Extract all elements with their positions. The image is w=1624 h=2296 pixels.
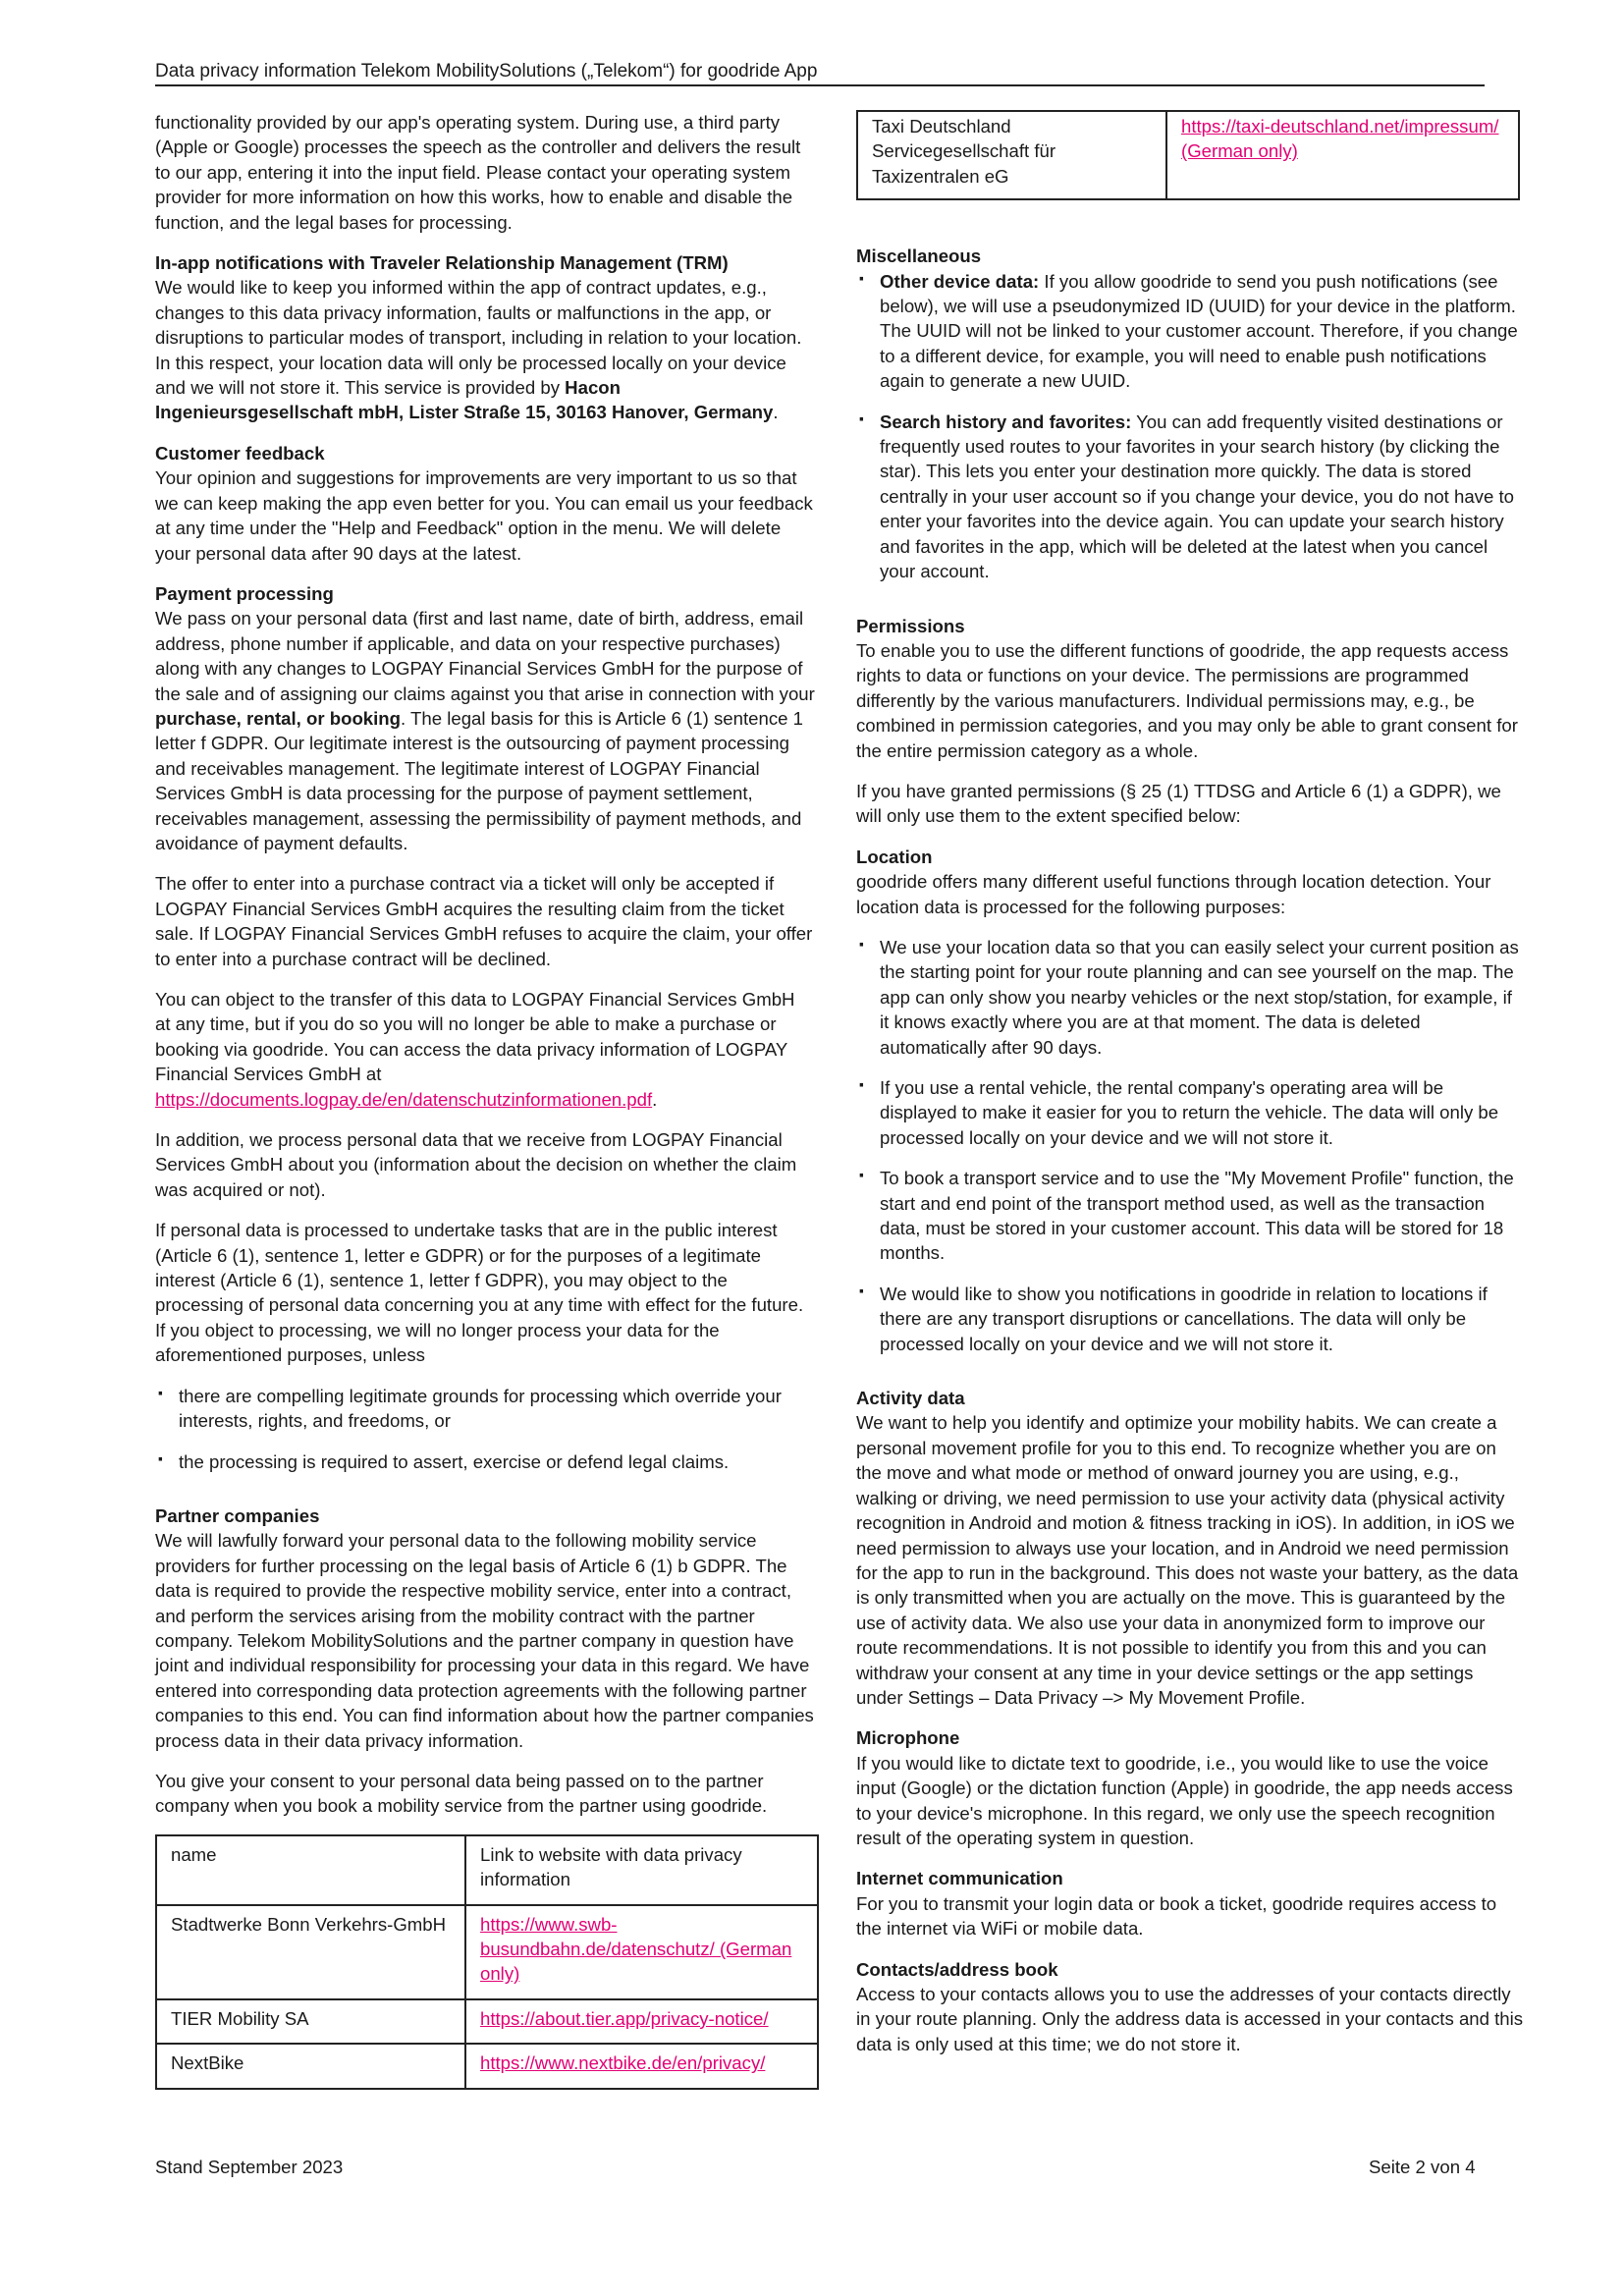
misc-list: [856, 269, 1524, 584]
partner-name: NextBike: [156, 2044, 465, 2088]
partner-name: TIER Mobility SA: [156, 1999, 465, 2044]
payment-p3: You can object to the transfer of this data to LOGPAY Financial Services GmbH at any time, but if you do so you will no longer be able to make a purchase or booking via goodride. You can access the data privacy information of LOGPAY Financial Services GmbH at https://documents.logpay.de/en/datenschutzinformationen.pdf.: [155, 989, 795, 1110]
list-item: · To book a transport service and to use the "My Movement Profile" function, the start and end point of the transport method used, as well as the transaction data, must be stored in your customer account. This data will be stored for 18 months.: [856, 1166, 1524, 1266]
right-column: [856, 110, 1524, 2072]
payment-p5: If personal data is processed to undertake tasks that are in the public interest (Article 6 (1), sentence 1, letter e GDPR) or for the purposes of a legitimate interest (Article 6 (1), sentence 1, letter f GDPR), you may object to the processing of personal data concerning you at any time with effect for the future. If you object to processing, we will no longer process your data for the aforementioned purposes, unless: [155, 1220, 804, 1366]
trm-section: [155, 250, 815, 425]
contacts-section: [856, 1957, 1524, 2057]
header-divider: [155, 84, 1485, 86]
permissions-p2: If you have granted permissions (§ 25 (1) TTDSG and Article 6 (1) a GDPR), we will only use them to the extent specified below:: [856, 780, 1501, 827]
microphone-heading: Microphone: [856, 1727, 960, 1749]
activity-heading: Activity data: [856, 1388, 965, 1409]
partners-table-continued: [856, 110, 1520, 200]
misc-section: [856, 244, 1524, 583]
microphone-text: If you would like to dictate text to goodride, i.e., you would like to use the voice input (Google) or the dictation function (Apple) in goodride, the app needs access to your device's microphone. In this regard, we only use the speech recognition result of the operating system in question.: [856, 1752, 1513, 1848]
logpay-privacy-link[interactable]: https://documents.logpay.de/en/datenschutzinformationen.pdf: [155, 1088, 653, 1110]
partner-link[interactable]: https://www.nextbike.de/en/privacy/: [480, 2052, 766, 2074]
contacts-heading: Contacts/address book: [856, 1958, 1058, 1980]
partner-link[interactable]: https://taxi-deutschland.net/impressum/ (German only): [1181, 116, 1499, 162]
misc-heading: Miscellaneous: [856, 246, 982, 267]
contacts-text: Access to your contacts allows you to use the addresses of your contacts directly in your route planning. Only the address data is accessed in your contacts and this data is only used at this time; we do not store it.: [856, 1984, 1524, 2054]
location-section: [856, 845, 1524, 1356]
feedback-section: [155, 441, 815, 566]
left-column: [155, 110, 815, 2105]
microphone-section: [856, 1725, 1524, 1850]
page-header: Data privacy information Telekom MobilitySolutions („Telekom“) for goodride App: [155, 61, 818, 82]
partner-link-cell: [465, 2044, 818, 2088]
list-item: · If you use a rental vehicle, the rental company's operating area will be displayed to make it easier for you to return the vehicle. The data will only be processed locally on your device and we will not store it.: [856, 1075, 1524, 1150]
permissions-p1: To enable you to use the different functions of goodride, the app requests access rights to data or functions on your device. The permissions are programmed differently by the various manufacturers. Individual permissions may, e.g., be combined in permission categories, and you may only be able to grant consent for the entire permission category as a whole.: [856, 639, 1518, 761]
footer-page-number: Seite 2 von 4: [1369, 2157, 1476, 2177]
feedback-text: Your opinion and suggestions for improvements are very important to us so that we can keep making the app even better for you. You can email us your feedback at any time under the "Help and Feedback" option in the menu. We will delete your personal data after 90 days at the latest.: [155, 467, 813, 564]
list-item: · Search history and favorites: You can add frequently visited destinations or frequently used routes to your favorites in your search history (by clicking the star). This lets you enter your destination more quickly. The data is stored centrally in your user account so if you change your device, you do not have to enter your favorites into the device again. You can update your search history and favorites in the app, which will be deleted at the latest when you cancel your account.: [856, 410, 1524, 584]
feedback-heading: Customer feedback: [155, 442, 325, 464]
list-item: · We use your location data so that you can easily select your current position as the starting point for your route planning and can see yourself on the map. The app can only show you nearby vehicles or the next stop/station, for example, if it knows exactly where you are at that moment. The data is deleted automatically after 90 days.: [856, 935, 1524, 1060]
permissions-section: [856, 614, 1524, 829]
table-header-name: name: [156, 1835, 465, 1905]
activity-text: We want to help you identify and optimize your mobility habits. We can create a personal movement profile for you to this end. To recognize whether you are on the move and what mode or method of onward journey you are using, e.g., walking or driving, we need permission to use your activity data (physical activity recognition in Android and motion & fitness tracking in iOS). In addition, in iOS we need permission to always use your location, and in Android we need permission for the app to run in the background. This does not waste your battery, as the data is only transmitted when you are actually on the move. This is guaranteed by the use of activity data. We also use your data in anonymized form to improve our route recommendations. It is not possible to identify you from this and you can withdraw your consent at any time in your device settings or the app settings under Settings – Data Privacy –> My Movement Profile.: [856, 1412, 1519, 1708]
internet-section: [856, 1866, 1524, 1941]
table-row: [156, 1999, 818, 2044]
table-row: [857, 111, 1519, 199]
intro-paragraph: functionality provided by our app's operating system. During use, a third party (Apple or Google) processes the speech as the controller and delivers the result to our app, entering it into the input field. Please contact your operating system provider for more information on how this works, how to enable and disable the function, and the legal bases for processing.: [155, 112, 801, 233]
partner-link[interactable]: https://about.tier.app/privacy-notice/: [480, 2007, 769, 2029]
activity-section: [856, 1386, 1524, 1710]
payment-p2: The offer to enter into a purchase contract via a ticket will only be accepted if LOGPAY Financial Services GmbH acquires the resulting claim from the ticket sale. If LOGPAY Financial Services GmbH refuses to acquire the claim, your offer to enter into a purchase contract will be declined.: [155, 873, 813, 969]
partners-p1: We will lawfully forward your personal data to the following mobility service providers for further processing on the legal basis of Article 6 (1) b GDPR. The data is required to provide the respective mobility service, enter into a contract, and perform the services arising from the mobility contract with the partner company. Telekom MobilitySolutions and the partner company in question have joint and individual responsibility for processing your data in this regard. We have entered into corresponding data protection agreements with the following partner companies to this end. You can find information about how the partner companies process data in their data privacy information.: [155, 1530, 814, 1751]
partners-heading: Partner companies: [155, 1504, 320, 1526]
location-text: goodride offers many different useful functions through location detection. Your location data is processed for the following purposes:: [856, 871, 1491, 917]
list-item: · the processing is required to assert, exercise or defend legal claims.: [155, 1449, 815, 1474]
list-item: · We would like to show you notifications in goodride in relation to locations if there are any transport disruptions or cancellations. The data will only be processed locally on your device and we will not store it.: [856, 1282, 1524, 1356]
table-row: [156, 1905, 818, 1999]
partners-section: [155, 1503, 815, 2090]
partner-link-cell: [465, 1999, 818, 2044]
table-header-link: Link to website with data privacy information: [465, 1835, 818, 1905]
list-item: · Other device data: If you allow goodride to send you push notifications (see below), we will use a pseudonymized ID (UUID) for your device in the platform. The UUID will not be linked to your customer account. Therefore, if you change to a different device, for example, you will need to enable push notifications again to generate a new UUID.: [856, 269, 1524, 394]
partner-link-cell: [1166, 111, 1519, 199]
payment-p4: In addition, we process personal data that we receive from LOGPAY Financial Services GmbH about you (information about the decision on whether the claim was acquired or not).: [155, 1129, 797, 1200]
trm-text: We would like to keep you informed within the app of contract updates, e.g., changes to this data privacy information, faults or malfunctions in the app, or disruptions to particular modes of transport, including in relation to your location. In this respect, your location data will only be processed locally on your device and we will not store it. This service is provided by Hacon Ingenieursgesellschaft mbH, Lister Straße 15, 30163 Hanover, Germany.: [155, 277, 802, 423]
partner-link-cell: [465, 1905, 818, 1999]
payment-heading: Payment processing: [155, 582, 334, 604]
footer-date: Stand September 2023: [155, 2157, 344, 2177]
table-row: [156, 2044, 818, 2088]
list-item: · there are compelling legitimate grounds for processing which override your interests, rights, and freedoms, or: [155, 1384, 815, 1434]
partner-name: Taxi Deutschland Servicegesellschaft für Taxizentralen eG: [857, 111, 1166, 199]
partner-name: Stadtwerke Bonn Verkehrs-GmbH: [156, 1905, 465, 1999]
payment-section: [155, 581, 815, 1474]
partners-table: [155, 1834, 819, 2090]
objection-list: [155, 1384, 815, 1474]
permissions-heading: Permissions: [856, 615, 965, 636]
location-heading: Location: [856, 846, 933, 867]
partner-link[interactable]: https://www.swb-busundbahn.de/datenschutz/ (German only): [480, 1913, 792, 1985]
internet-text: For you to transmit your login data or book a ticket, goodride requires access to the internet via WiFi or mobile data.: [856, 1892, 1497, 1940]
partners-p2: You give your consent to your personal data being passed on to the partner company when you book a mobility service from the partner using goodride.: [155, 1770, 768, 1817]
trm-heading: In-app notifications with Traveler Relationship Management (TRM): [155, 252, 729, 274]
payment-p1: We pass on your personal data (first and last name, date of birth, address, email address, phone number if applicable, and data on your respective purchases) along with any changes to LOGPAY Financial Services GmbH for the purpose of the sale and of assigning our claims against you that arise in connection with your purchase, rental, or booking. The legal basis for this is Article 6 (1) sentence 1 letter f GDPR. Our legitimate interest is the outsourcing of payment processing and receivables management. The legitimate interest of LOGPAY Financial Services GmbH is data processing for the purpose of payment settlement, receivables management, assessing the permissibility of payment methods, and avoidance of payment defaults.: [155, 608, 815, 853]
table-header-row: [156, 1835, 818, 1905]
location-list: [856, 935, 1524, 1356]
internet-heading: Internet communication: [856, 1868, 1063, 1889]
